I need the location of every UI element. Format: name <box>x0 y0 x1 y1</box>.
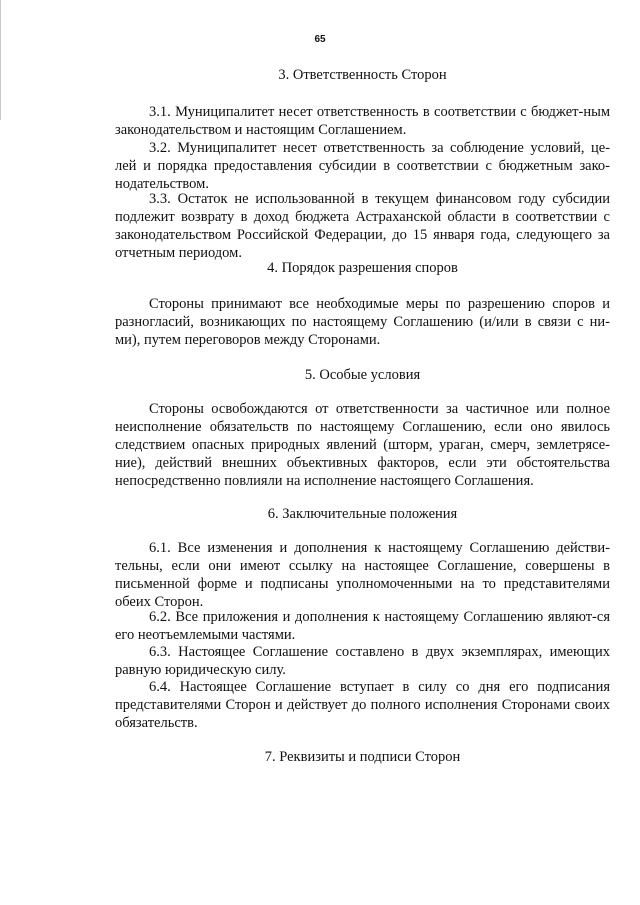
section-7-heading: 7. Реквизиты и подписи Сторон <box>264 749 461 765</box>
section-6-paragraph-3: 6.3. Настоящее Соглашение составлено в двух экземплярах, имеющих равную юридическую силу. <box>115 644 610 678</box>
section-3-heading: 3. Ответственность Сторон <box>278 67 447 83</box>
section-5-paragraph-1: Стороны освобождаются от ответственности за частичное или полное неисполнение обязательств по настоящему Соглашению, если оно явилось следствием опасных природных явлений (шторм, ураган, смерч, землетрясе-ние), действий внешних объективных факторов, если эти обстоятельства непосредственно повлияли на исполнение настоящего Соглашения. <box>115 401 610 489</box>
section-6-paragraph-1: 6.1. Все изменения и дополнения к настоящему Соглашению действи-тельны, если они имеют ссылку на настоящее Соглашение, совершены в письменной форме и подписаны уполномоченными на то представителями обеих Сторон. <box>115 540 610 610</box>
section-6-paragraph-2: 6.2. Все приложения и дополнения к настоящему Соглашению являют-ся его неотъемлемыми частями. <box>115 609 610 643</box>
section-3-paragraph-2: 3.2. Муниципалитет несет ответственность за соблюдение условий, це-лей и порядка предоставления субсидии в соответствии с бюджетным зако-нодательством. <box>115 140 610 192</box>
section-3-paragraph-1: 3.1. Муниципалитет несет ответственность в соответствии с бюджет-ным законодательством и настоящим Соглашением. <box>115 104 610 138</box>
section-6-paragraph-4: 6.4. Настоящее Соглашение вступает в силу со дня его подписания представителями Сторон и действует до полного исполнения Сторонами своих обязательств. <box>115 679 610 731</box>
scan-edge-mark <box>0 0 6 120</box>
section-5-heading: 5. Особые условия <box>304 367 421 383</box>
page-number: 65 <box>314 34 326 45</box>
section-3-paragraph-3: 3.3. Остаток не использованной в текущем финансовом году субсидии подлежит возврату в доход бюджета Астраханской области в соответствии с законодательством Российской Федерации, до 15 января года, следующего за отчетным периодом. <box>115 191 610 261</box>
section-6-heading: 6. Заключительные положения <box>267 506 458 522</box>
section-4-paragraph-1: Стороны принимают все необходимые меры по разрешению споров и разногласий, возникающих по настоящему Соглашению (и/или в связи с ни-ми), путем переговоров между Сторонами. <box>115 296 610 348</box>
section-4-heading: 4. Порядок разрешения споров <box>267 260 458 276</box>
